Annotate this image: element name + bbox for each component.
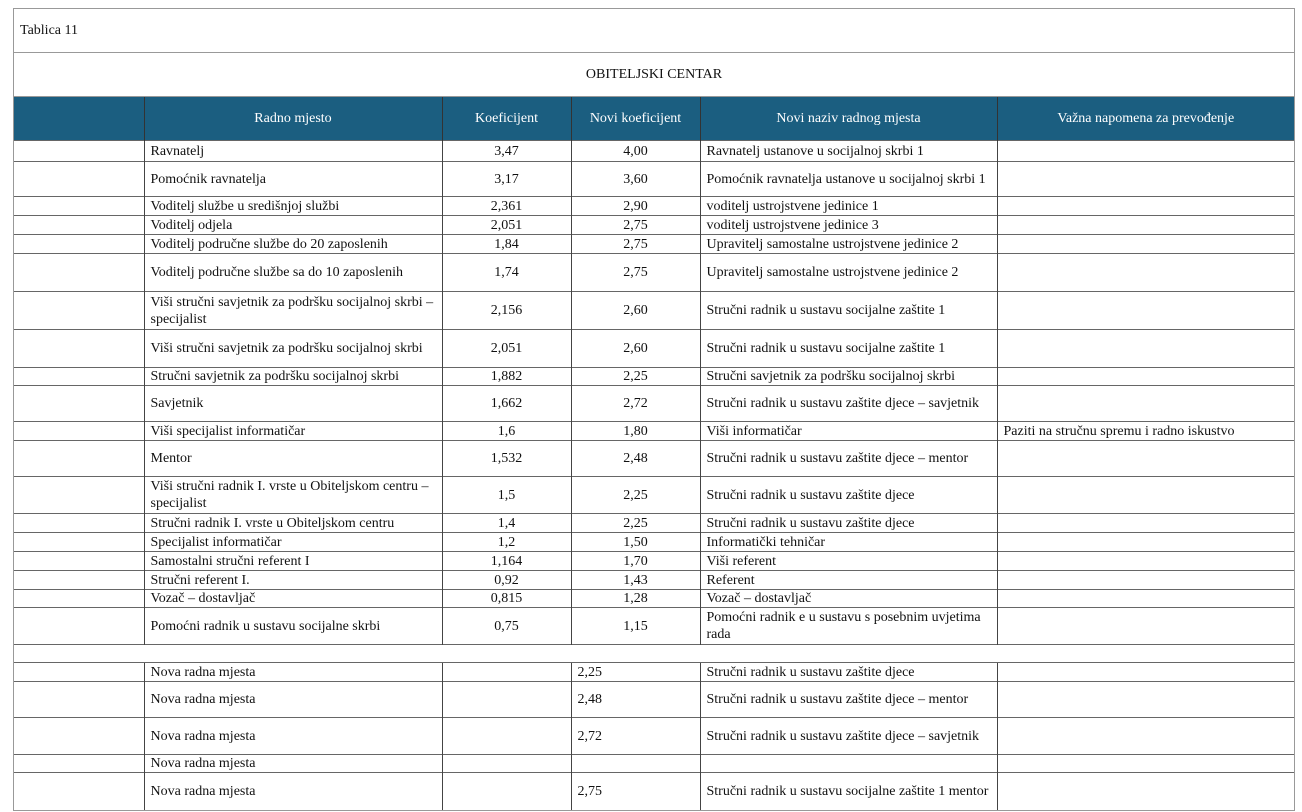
- cell-radno-mjesto: Nova radna mjesta: [144, 718, 442, 755]
- cell-koeficijent: 2,051: [442, 216, 571, 235]
- cell-napomena: [997, 386, 1294, 422]
- cell-koeficijent: [442, 773, 571, 810]
- cell-napomena: [997, 571, 1294, 590]
- col-header-novi-koeficijent: Novi koeficijent: [571, 97, 700, 141]
- cell-blank: [14, 162, 144, 197]
- cell-novi-koeficijent: 2,75: [571, 254, 700, 292]
- table-row: [14, 235, 1294, 254]
- cell-koeficijent: 3,17: [442, 162, 571, 197]
- table-row: [14, 514, 1294, 533]
- cell-blank: [14, 235, 144, 254]
- cell-koeficijent: 1,4: [442, 514, 571, 533]
- cell-koeficijent: 1,84: [442, 235, 571, 254]
- cell-novi-naziv: Referent: [700, 571, 997, 590]
- cell-koeficijent: 1,6: [442, 422, 571, 441]
- cell-novi-koeficijent: 1,28: [571, 590, 700, 608]
- cell-blank: [14, 571, 144, 590]
- table-row: [14, 330, 1294, 368]
- cell-novi-koeficijent: 2,48: [571, 441, 700, 477]
- cell-novi-koeficijent: 2,25: [571, 368, 700, 386]
- cell-blank: [14, 386, 144, 422]
- cell-napomena: [997, 141, 1294, 162]
- cell-novi-naziv: Stručni savjetnik za podršku socijalnoj skrbi: [700, 368, 997, 386]
- cell-napomena: [997, 552, 1294, 571]
- cell-koeficijent: 1,164: [442, 552, 571, 571]
- table-row: [14, 254, 1294, 292]
- cell-napomena: Paziti na stručnu spremu i radno iskustvo: [997, 422, 1294, 441]
- table-row: [14, 141, 1294, 162]
- cell-blank: [14, 755, 144, 773]
- cell-koeficijent: [442, 663, 571, 682]
- cell-novi-naziv: Vozač – dostavljač: [700, 590, 997, 608]
- table-row: [14, 590, 1294, 608]
- spacer-cell: [14, 645, 1294, 663]
- cell-novi-koeficijent: [571, 755, 700, 773]
- cell-radno-mjesto: Nova radna mjesta: [144, 682, 442, 718]
- cell-novi-naziv: Stručni radnik u sustavu socijalne zaštite 1: [700, 330, 997, 368]
- cell-radno-mjesto: Vozač – dostavljač: [144, 590, 442, 608]
- cell-napomena: [997, 216, 1294, 235]
- cell-napomena: [997, 197, 1294, 216]
- cell-napomena: [997, 718, 1294, 755]
- cell-koeficijent: 0,75: [442, 608, 571, 645]
- table-row: [14, 682, 1294, 718]
- cell-blank: [14, 718, 144, 755]
- cell-novi-koeficijent: 1,70: [571, 552, 700, 571]
- cell-koeficijent: [442, 755, 571, 773]
- cell-novi-naziv: Stručni radnik u sustavu socijalne zaštite 1: [700, 292, 997, 330]
- table-row: [14, 386, 1294, 422]
- cell-koeficijent: 1,532: [442, 441, 571, 477]
- cell-blank: [14, 590, 144, 608]
- table-row: [14, 422, 1294, 441]
- cell-novi-koeficijent: 2,72: [571, 386, 700, 422]
- cell-napomena: [997, 441, 1294, 477]
- cell-koeficijent: [442, 718, 571, 755]
- table-row: [14, 197, 1294, 216]
- cell-koeficijent: 2,051: [442, 330, 571, 368]
- cell-radno-mjesto: Voditelj područne službe sa do 10 zaposlenih: [144, 254, 442, 292]
- cell-blank: [14, 422, 144, 441]
- cell-novi-koeficijent: 2,25: [571, 477, 700, 514]
- cell-novi-naziv: voditelj ustrojstvene jedinice 1: [700, 197, 997, 216]
- cell-napomena: [997, 368, 1294, 386]
- cell-novi-naziv: Upravitelj samostalne ustrojstvene jedinice 2: [700, 254, 997, 292]
- cell-radno-mjesto: Viši specijalist informatičar: [144, 422, 442, 441]
- cell-blank: [14, 514, 144, 533]
- cell-napomena: [997, 235, 1294, 254]
- cell-novi-naziv: Pomoćnik ravnatelja ustanove u socijalnoj skrbi 1: [700, 162, 997, 197]
- cell-koeficijent: 2,361: [442, 197, 571, 216]
- cell-novi-koeficijent: 2,75: [571, 235, 700, 254]
- cell-koeficijent: 1,662: [442, 386, 571, 422]
- cell-radno-mjesto: Viši stručni savjetnik za podršku socijalnoj skrbi: [144, 330, 442, 368]
- cell-novi-naziv: Viši informatičar: [700, 422, 997, 441]
- cell-koeficijent: [442, 682, 571, 718]
- cell-novi-koeficijent: 1,80: [571, 422, 700, 441]
- table-row: [14, 552, 1294, 571]
- cell-napomena: [997, 162, 1294, 197]
- cell-napomena: [997, 533, 1294, 552]
- cell-novi-naziv: Stručni radnik u sustavu zaštite djece – mentor: [700, 441, 997, 477]
- col-header-novi-naziv: Novi naziv radnog mjesta: [700, 97, 997, 141]
- col-header-napomena: Važna napomena za prevođenje: [997, 97, 1294, 141]
- cell-napomena: [997, 773, 1294, 810]
- cell-napomena: [997, 755, 1294, 773]
- cell-koeficijent: 2,156: [442, 292, 571, 330]
- cell-napomena: [997, 330, 1294, 368]
- table-row: [14, 368, 1294, 386]
- cell-novi-koeficijent: 1,50: [571, 533, 700, 552]
- cell-novi-naziv: Viši referent: [700, 552, 997, 571]
- cell-blank: [14, 292, 144, 330]
- cell-napomena: [997, 514, 1294, 533]
- cell-napomena: [997, 590, 1294, 608]
- table-row: [14, 571, 1294, 590]
- cell-koeficijent: 0,92: [442, 571, 571, 590]
- cell-novi-koeficijent: 2,60: [571, 292, 700, 330]
- cell-radno-mjesto: Ravnatelj: [144, 141, 442, 162]
- cell-koeficijent: 1,882: [442, 368, 571, 386]
- cell-radno-mjesto: Samostalni stručni referent I: [144, 552, 442, 571]
- cell-novi-naziv: Stručni radnik u sustavu zaštite djece – savjetnik: [700, 386, 997, 422]
- cell-blank: [14, 663, 144, 682]
- cell-novi-naziv: Upravitelj samostalne ustrojstvene jedinice 2: [700, 235, 997, 254]
- table-row: [14, 441, 1294, 477]
- cell-blank: [14, 608, 144, 645]
- table-title: OBITELJSKI CENTAR: [14, 53, 1294, 97]
- cell-radno-mjesto: Nova radna mjesta: [144, 755, 442, 773]
- cell-novi-koeficijent: 2,75: [571, 216, 700, 235]
- cell-napomena: [997, 682, 1294, 718]
- table-row: [14, 718, 1294, 755]
- cell-novi-naziv: Ravnatelj ustanove u socijalnoj skrbi 1: [700, 141, 997, 162]
- cell-blank: [14, 197, 144, 216]
- cell-blank: [14, 552, 144, 571]
- cell-radno-mjesto: Mentor: [144, 441, 442, 477]
- cell-blank: [14, 330, 144, 368]
- table-row: [14, 755, 1294, 773]
- cell-koeficijent: 1,5: [442, 477, 571, 514]
- cell-radno-mjesto: Voditelj službe u središnjoj službi: [144, 197, 442, 216]
- document-table: [13, 8, 1295, 811]
- spacer-row: [14, 645, 1294, 663]
- cell-novi-naziv: Stručni radnik u sustavu zaštite djece – savjetnik: [700, 718, 997, 755]
- cell-radno-mjesto: Viši stručni savjetnik za podršku socijalnoj skrbi – specijalist: [144, 292, 442, 330]
- cell-radno-mjesto: Voditelj odjela: [144, 216, 442, 235]
- table-row: [14, 162, 1294, 197]
- col-header-blank: [14, 97, 144, 141]
- cell-koeficijent: 1,74: [442, 254, 571, 292]
- cell-radno-mjesto: Pomoćni radnik u sustavu socijalne skrbi: [144, 608, 442, 645]
- table-row: [14, 216, 1294, 235]
- cell-napomena: [997, 254, 1294, 292]
- cell-blank: [14, 682, 144, 718]
- cell-novi-naziv: Stručni radnik u sustavu zaštite djece: [700, 663, 997, 682]
- cell-blank: [14, 441, 144, 477]
- cell-radno-mjesto: Pomoćnik ravnatelja: [144, 162, 442, 197]
- cell-blank: [14, 254, 144, 292]
- cell-napomena: [997, 292, 1294, 330]
- cell-radno-mjesto: Specijalist informatičar: [144, 533, 442, 552]
- cell-novi-naziv: Stručni radnik u sustavu zaštite djece: [700, 477, 997, 514]
- cell-koeficijent: 3,47: [442, 141, 571, 162]
- cell-novi-naziv: [700, 755, 997, 773]
- coefficient-table: [14, 97, 1294, 810]
- cell-napomena: [997, 608, 1294, 645]
- cell-blank: [14, 773, 144, 810]
- table-row: [14, 533, 1294, 552]
- cell-radno-mjesto: Stručni referent I.: [144, 571, 442, 590]
- cell-blank: [14, 477, 144, 514]
- cell-napomena: [997, 477, 1294, 514]
- header-row: [14, 97, 1294, 141]
- cell-novi-koeficijent: 2,25: [571, 663, 700, 682]
- table-row: [14, 773, 1294, 810]
- table-row: [14, 292, 1294, 330]
- cell-novi-naziv: Stručni radnik u sustavu socijalne zaštite 1 mentor: [700, 773, 997, 810]
- table-row: [14, 477, 1294, 514]
- cell-radno-mjesto: Voditelj područne službe do 20 zaposlenih: [144, 235, 442, 254]
- cell-novi-naziv: Stručni radnik u sustavu zaštite djece – mentor: [700, 682, 997, 718]
- cell-novi-koeficijent: 1,43: [571, 571, 700, 590]
- cell-radno-mjesto: Savjetnik: [144, 386, 442, 422]
- col-header-radno-mjesto: Radno mjesto: [144, 97, 442, 141]
- cell-radno-mjesto: Stručni radnik I. vrste u Obiteljskom centru: [144, 514, 442, 533]
- cell-novi-koeficijent: 2,75: [571, 773, 700, 810]
- cell-novi-naziv: Stručni radnik u sustavu zaštite djece: [700, 514, 997, 533]
- cell-radno-mjesto: Viši stručni radnik I. vrste u Obiteljskom centru – specijalist: [144, 477, 442, 514]
- table-row: [14, 663, 1294, 682]
- cell-radno-mjesto: Nova radna mjesta: [144, 773, 442, 810]
- cell-radno-mjesto: Nova radna mjesta: [144, 663, 442, 682]
- cell-novi-naziv: Pomoćni radnik e u sustavu s posebnim uvjetima rada: [700, 608, 997, 645]
- cell-blank: [14, 533, 144, 552]
- cell-napomena: [997, 663, 1294, 682]
- col-header-koeficijent: Koeficijent: [442, 97, 571, 141]
- cell-koeficijent: 1,2: [442, 533, 571, 552]
- cell-blank: [14, 216, 144, 235]
- cell-novi-koeficijent: 2,72: [571, 718, 700, 755]
- cell-novi-koeficijent: 3,60: [571, 162, 700, 197]
- cell-koeficijent: 0,815: [442, 590, 571, 608]
- cell-novi-koeficijent: 2,90: [571, 197, 700, 216]
- cell-radno-mjesto: Stručni savjetnik za podršku socijalnoj skrbi: [144, 368, 442, 386]
- table-caption: Tablica 11: [14, 9, 1294, 53]
- cell-novi-naziv: Informatički tehničar: [700, 533, 997, 552]
- cell-novi-koeficijent: 2,25: [571, 514, 700, 533]
- cell-blank: [14, 368, 144, 386]
- cell-novi-koeficijent: 2,48: [571, 682, 700, 718]
- cell-blank: [14, 141, 144, 162]
- cell-novi-koeficijent: 4,00: [571, 141, 700, 162]
- cell-novi-koeficijent: 2,60: [571, 330, 700, 368]
- cell-novi-naziv: voditelj ustrojstvene jedinice 3: [700, 216, 997, 235]
- cell-novi-koeficijent: 1,15: [571, 608, 700, 645]
- table-row: [14, 608, 1294, 645]
